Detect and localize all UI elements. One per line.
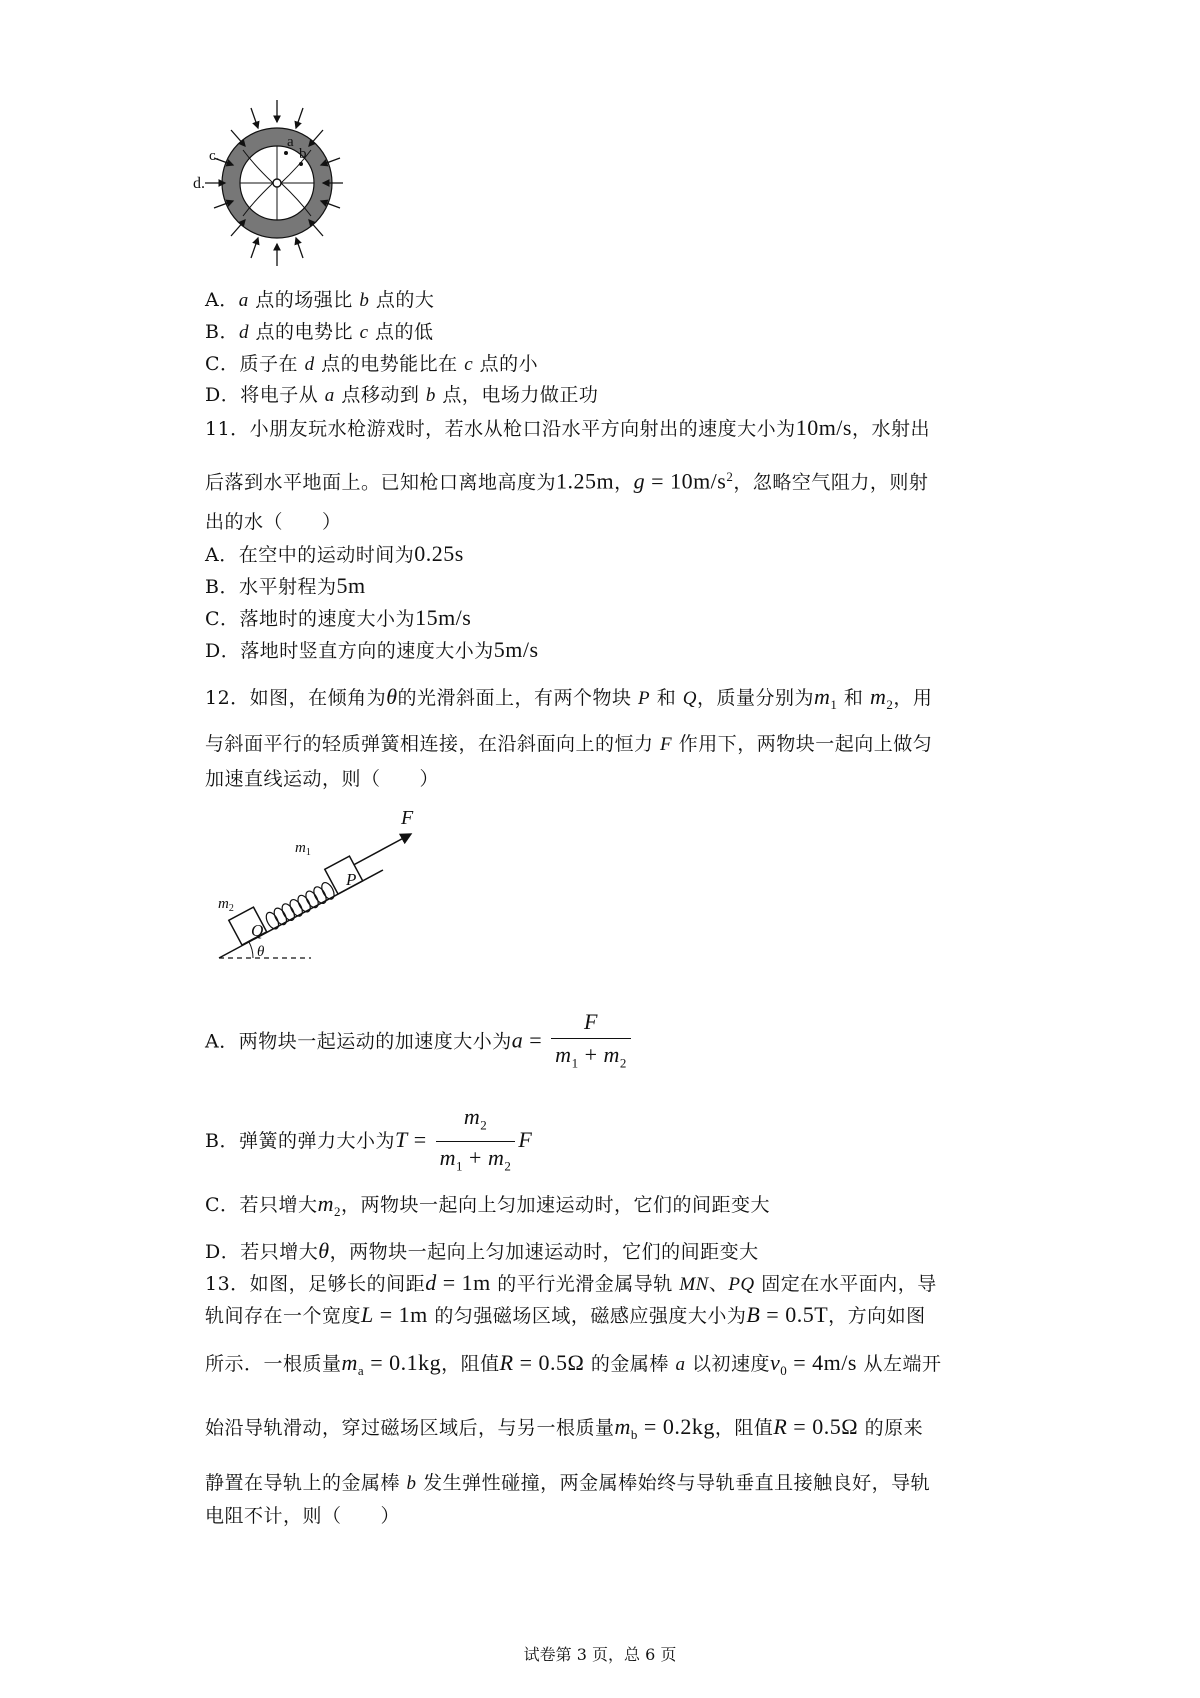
q12-stem-line2: 与斜面平行的轻质弹簧相连接，在沿斜面向上的恒力 F 作用下，两物块一起向上做匀 <box>205 733 933 755</box>
q12-option-a-fraction: $\frac{F}{m_1 + m_2}$ <box>551 1008 631 1077</box>
q12-label-P: P <box>346 870 357 889</box>
q13-stem-line5: 静置在导轨上的金属棒 b 发生弹性碰撞，两金属棒始终与导轨垂直且接触良好，导轨 <box>205 1472 931 1494</box>
q12-label-m2-sub: 2 <box>228 903 234 914</box>
q12-stem-line1: 12．如图，在倾角为θ的光滑斜面上，有两个物块 P 和 Q，质量分别为$m_1$ 和 $m_2$，用 <box>205 684 933 712</box>
q10-label-d: d. <box>193 175 205 192</box>
q13-stem-line1: 13．如图，足够长的间距d = 1m 的平行光滑金属导轨 MN、PQ 固定在水平面内，导 <box>205 1270 937 1295</box>
q11-option-d: D．落地时竖直方向的速度大小为5m/s <box>205 637 539 662</box>
q13-stem-line3: 所示．一根质量$m_a = 0.1kg$，阻值R = 0.5Ω 的金属棒 a 以初速度$v_0 = 4m/s$ 从左端开 <box>205 1350 942 1378</box>
q12-incline-figure <box>215 808 445 968</box>
q13-stem-line2: 轨间存在一个宽度L = 1m 的匀强磁场区域，磁感应强度大小为B = 0.5T，方向如图 <box>205 1302 926 1327</box>
q12-label-Q: Q <box>251 921 264 940</box>
q10-option-d: D．将电子从 a 点移动到 b 点，电场力做正功 <box>205 384 599 406</box>
q12-stem-line3: 加速直线运动，则（ ） <box>205 768 440 790</box>
q12-label-F: F <box>401 807 414 829</box>
q10-option-a: A．a 点的场强比 b 点的大 <box>205 289 435 311</box>
q11-option-a: A．在空中的运动时间为0.25s <box>205 541 464 566</box>
q12-option-c: C．若只增大$m_2$，两物块一起向上匀加速运动时，它们的间距变大 <box>205 1191 770 1219</box>
q12-label-theta: θ <box>257 944 265 960</box>
q12-option-d: D．若只增大θ，两物块一起向上匀加速运动时，它们的间距变大 <box>205 1238 759 1263</box>
q12-label-m1-sub: 1 <box>305 847 311 858</box>
page-footer: 试卷第 3 页，总 6 页 <box>523 1645 677 1664</box>
q12-label-m1: m <box>295 840 306 856</box>
q10-label-b: b <box>299 146 307 162</box>
q10-option-c: C．质子在 d 点的电势能比在 c 点的小 <box>205 353 539 375</box>
q10-field-figure <box>195 98 355 268</box>
q13-stem-line6: 电阻不计，则（ ） <box>205 1505 401 1527</box>
q13-stem-line4: 始沿导轨滑动，穿过磁场区域后，与另一根质量$m_b = 0.2kg$，阻值R = 0.5Ω 的原来 <box>205 1414 924 1442</box>
q10-label-a: a <box>287 134 294 150</box>
q11-stem-line1: 11．小朋友玩水枪游戏时，若水从枪口沿水平方向射出的速度大小为10m/s，水射出 <box>205 415 930 440</box>
q10-label-c: c. <box>209 148 220 164</box>
q10-option-b: B．d 点的电势比 c 点的低 <box>205 321 434 343</box>
svg-text:m1 <box>295 840 311 858</box>
svg-text:m2 <box>218 896 234 914</box>
q12-option-a: A．两物块一起运动的加速度大小为a = $\frac{F}{m_1 + m_2}$ <box>205 1008 634 1077</box>
q12-option-b: B．弹簧的弹力大小为T = $\frac{m_2}{m_1 + m_2}$ F <box>205 1103 532 1181</box>
q11-option-b: B．水平射程为5m <box>205 573 366 598</box>
q11-option-c: C．落地时的速度大小为15m/s <box>205 605 472 630</box>
q11-stem-line3: 出的水（ ） <box>205 511 342 533</box>
q12-option-b-fraction: $\frac{m_2}{m_1 + m_2}$ <box>436 1103 516 1181</box>
q11-stem-line2: 后落到水平地面上。已知枪口离地高度为1.25m，$g = 10m/s^2$，忽略空气阻力，则射 <box>205 468 929 494</box>
q12-label-m2: m <box>218 896 229 912</box>
